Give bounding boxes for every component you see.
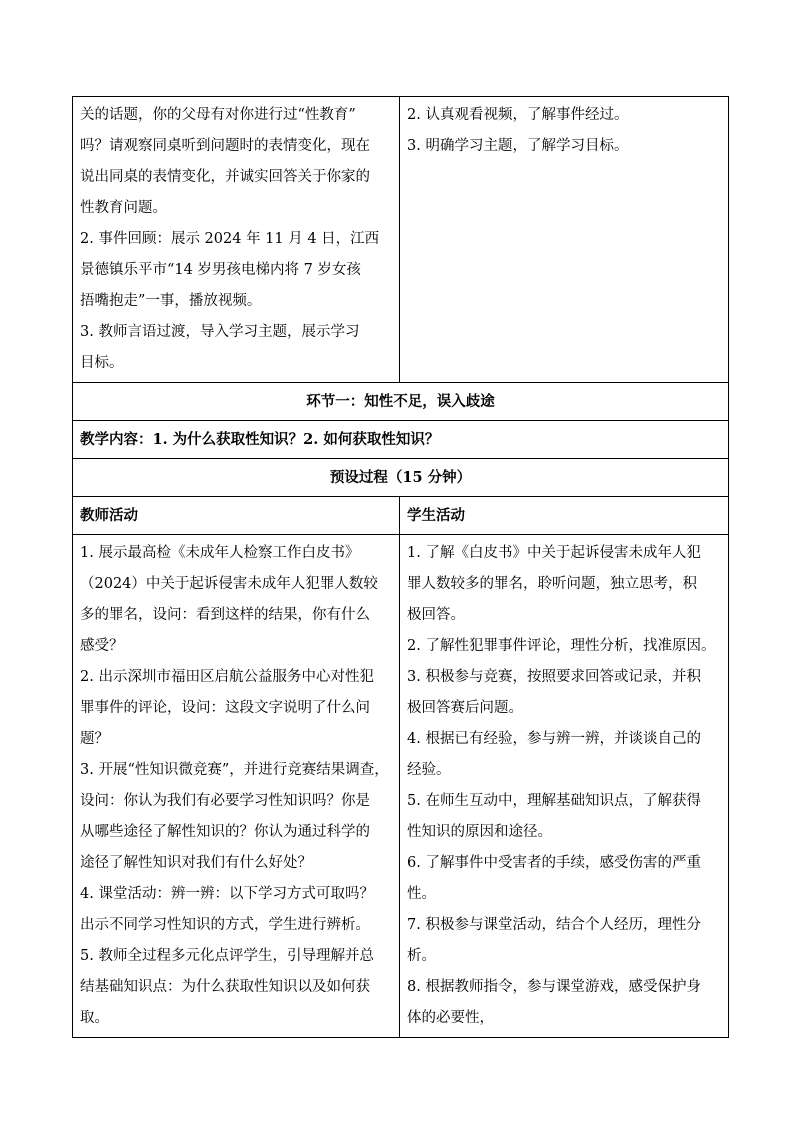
intro-student-cell — [400, 97, 729, 383]
text-line: 途径了解性知识对我们有什么好处？ — [80, 855, 312, 871]
header-row — [73, 497, 729, 535]
teaching-content: 教学内容：1. 为什么获取性知识？2. 如何获取性知识？ — [73, 421, 729, 459]
text-line: 6. 了解事件中受害者的手续，感受伤害的严重 — [407, 855, 701, 871]
text-line: 4. 根据已有经验，参与辨一辨，并谈谈自己的 — [407, 731, 701, 747]
text-line: 出示不同学习性知识的方式，学生进行辨析。 — [80, 917, 370, 933]
student-activity-header: 学生活动 — [400, 497, 729, 535]
intro-row — [73, 97, 729, 383]
text-line: 经验。 — [407, 762, 451, 778]
text-line: 2. 事件回顾：展示 2024 年 11 月 4 日，江西 — [80, 231, 380, 247]
teaching-content-row — [73, 421, 729, 459]
text-line: 罪事件的评论，设问：这段文字说明了什么问 — [80, 700, 370, 716]
text-line: 3. 开展“性知识微竞赛”，并进行竞赛结果调查， — [80, 762, 389, 778]
text-line: （2024）中关于起诉侵害未成年人犯罪人数较 — [80, 576, 378, 592]
process-title: 预设过程（15 分钟） — [73, 459, 729, 497]
process-title-row — [73, 459, 729, 497]
text-line: 性知识的原因和途径。 — [407, 824, 552, 840]
text-line: 性。 — [407, 886, 436, 902]
text-line: 2. 了解性犯罪事件评论，理性分析，找准原因。 — [407, 638, 716, 654]
text-line: 性教育问题。 — [80, 200, 167, 216]
document-page — [72, 96, 728, 1038]
text-line: 关的话题，你的父母有对你进行过“性教育” — [80, 107, 356, 123]
text-line: 取。 — [80, 1010, 109, 1026]
text-line: 目标。 — [80, 355, 124, 371]
text-line: 3. 积极参与竞赛，按照要求回答或记录，并积 — [407, 669, 701, 685]
text-line: 说出同桌的表情变化，并诚实回答关于你家的 — [80, 169, 370, 185]
text-line: 极回答赛后问题。 — [407, 700, 523, 716]
text-line: 极回答。 — [407, 607, 465, 623]
lesson-plan-table — [72, 96, 729, 1038]
text-line: 5. 在师生互动中，理解基础知识点，了解获得 — [407, 793, 701, 809]
text-line: 题？ — [80, 731, 109, 747]
text-line: 结基础知识点：为什么获取性知识以及如何获 — [80, 979, 370, 995]
section-title-row — [73, 383, 729, 421]
text-line: 多的罪名，设问：看到这样的结果，你有什么 — [80, 607, 370, 623]
teacher-activity-cell — [73, 535, 400, 1038]
text-line: 感受？ — [80, 638, 124, 654]
text-line: 体的必要性， — [407, 1010, 494, 1026]
text-line: 2. 出示深圳市福田区启航公益服务中心对性犯 — [80, 669, 374, 685]
text-line: 罪人数较多的罪名，聆听问题，独立思考，积 — [407, 576, 697, 592]
text-line: 2. 认真观看视频，了解事件经过。 — [407, 107, 629, 123]
text-line: 吗？请观察同桌听到问题时的表情变化，现在 — [80, 138, 370, 154]
text-line: 设问：你认为我们有必要学习性知识吗？你是 — [80, 793, 370, 809]
text-line: 7. 积极参与课堂活动，结合个人经历，理性分 — [407, 917, 701, 933]
teacher-activity-header: 教师活动 — [73, 497, 400, 535]
intro-teacher-cell — [73, 97, 400, 383]
text-line: 景德镇乐平市“14 岁男孩电梯内将 7 岁女孩 — [80, 262, 361, 278]
text-line: 1. 展示最高检《未成年人检察工作白皮书》 — [80, 545, 360, 561]
section-title: 环节一：知性不足，误入歧途 — [73, 383, 729, 421]
text-line: 3. 明确学习主题，了解学习目标。 — [407, 138, 629, 154]
text-line: 从哪些途径了解性知识的？你认为通过科学的 — [80, 824, 370, 840]
text-line: 5. 教师全过程多元化点评学生，引导理解并总 — [80, 948, 374, 964]
text-line: 3. 教师言语过渡，导入学习主题，展示学习 — [80, 324, 360, 340]
text-line: 1. 了解《白皮书》中关于起诉侵害未成年人犯 — [407, 545, 701, 561]
activity-row — [73, 535, 729, 1038]
text-line: 捂嘴抱走”一事，播放视频。 — [80, 293, 262, 309]
text-line: 4. 课堂活动：辨一辨：以下学习方式可取吗？ — [80, 886, 374, 902]
text-line: 析。 — [407, 948, 436, 964]
text-line: 8. 根据教师指令，参与课堂游戏，感受保护身 — [407, 979, 701, 995]
student-activity-cell — [400, 535, 729, 1038]
